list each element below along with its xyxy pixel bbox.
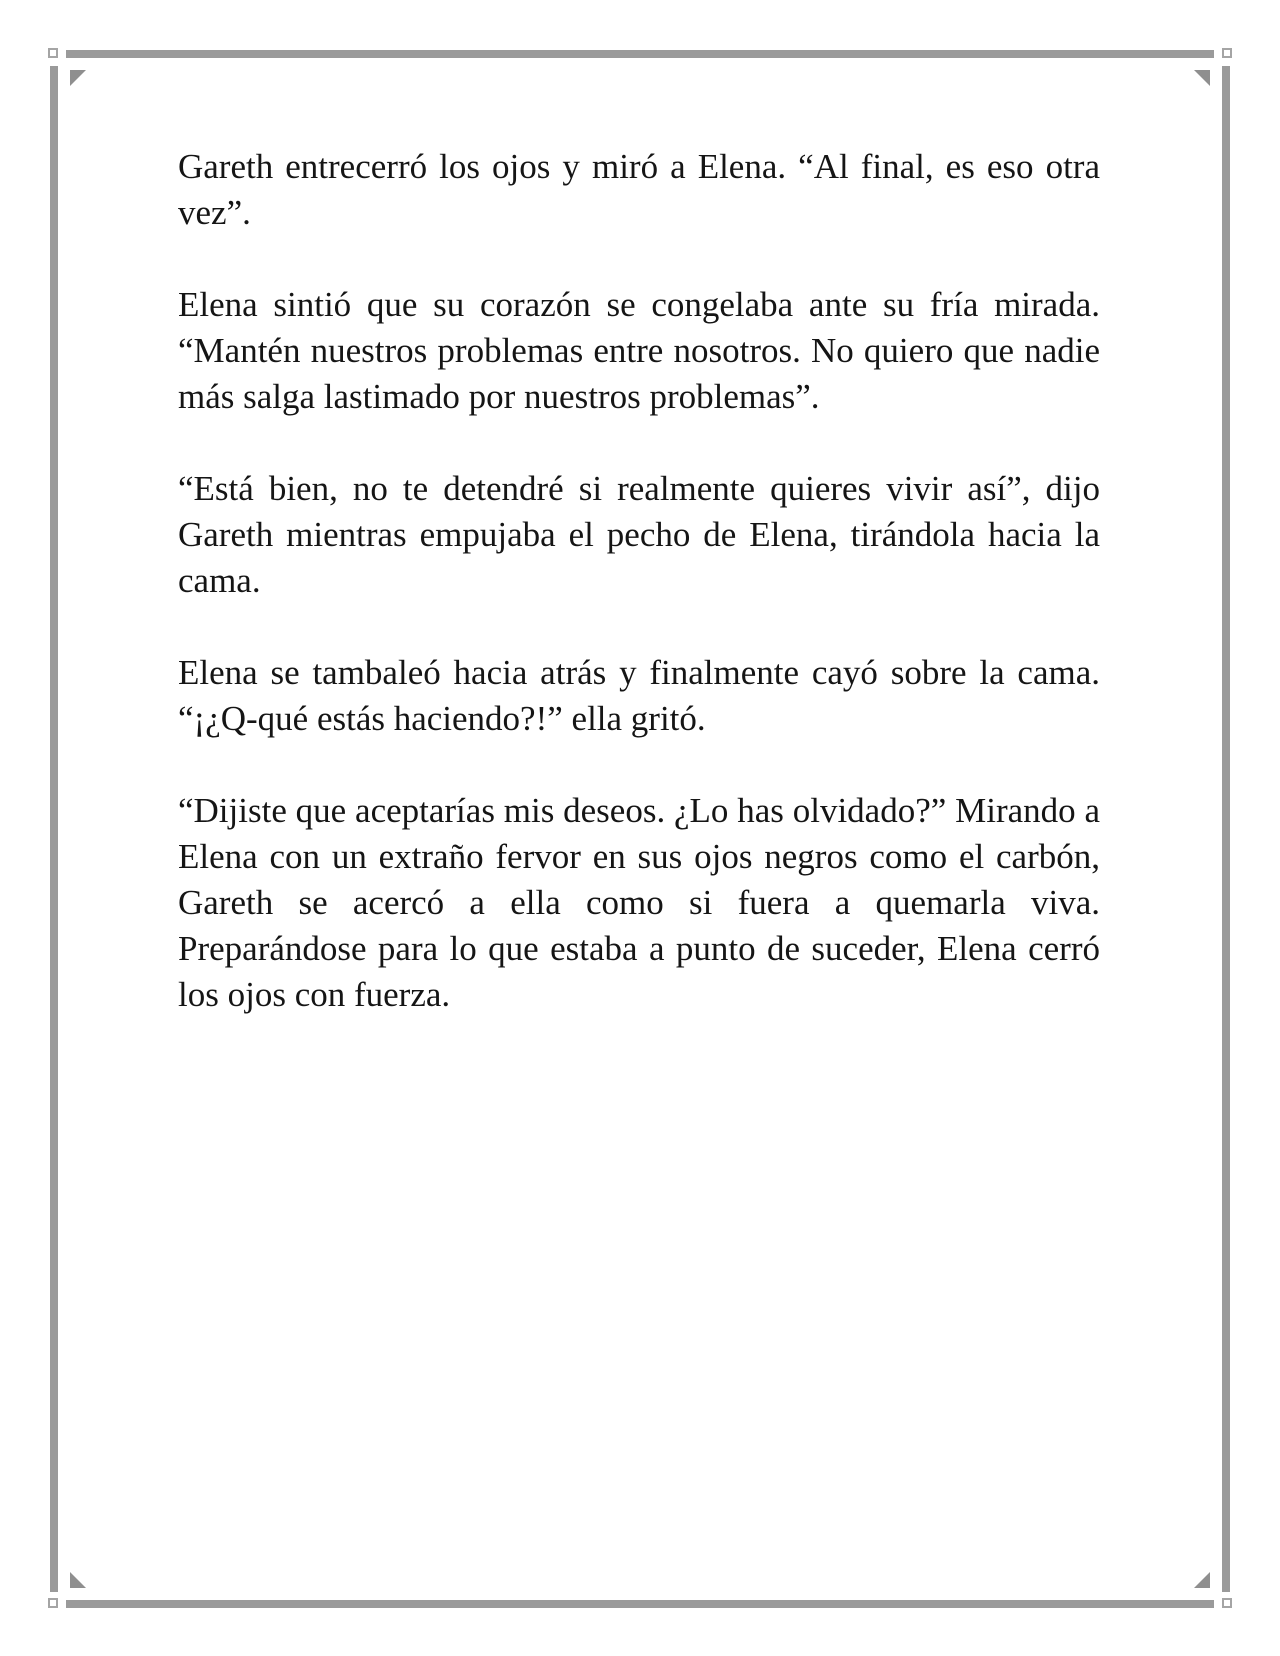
paragraph-5: “Dijiste que aceptarías mis deseos. ¿Lo has olvidado?” Mirando a Elena con un extraño fervor en sus ojos negros como el carbón, Gareth se acercó a ella como si fuera a quemarla viva. Preparándose para lo que estaba a punto de suceder, Elena cerró los ojos con fuerza. [178, 791, 1100, 1014]
frame-top-border [66, 50, 1214, 58]
paragraph-2: Elena sintió que su corazón se congelaba ante su fría mirada. “Mantén nuestros problemas entre nosotros. No quiero que nadie más salga lastimado por nuestros problemas”. [178, 285, 1100, 416]
paragraph-1: Gareth entrecerró los ojos y miró a Elena. “Al final, es eso otra vez”. [178, 147, 1100, 232]
corner-ornament-top-left [48, 48, 58, 58]
paragraph-4: Elena se tambaleó hacia atrás y finalmente cayó sobre la cama. “¡¿Q-qué estás haciendo?!” ella gritó. [178, 653, 1100, 738]
corner-triangle-top-right [1194, 70, 1210, 86]
paragraph-3: “Está bien, no te detendré si realmente quieres vivir así”, dijo Gareth mientras empujaba el pecho de Elena, tirándola hacia la cama. [178, 469, 1100, 600]
corner-ornament-bottom-right [1222, 1598, 1232, 1608]
corner-triangle-top-left [70, 70, 86, 86]
corner-triangle-bottom-right [1194, 1572, 1210, 1588]
corner-ornament-top-right [1222, 48, 1232, 58]
corner-triangle-bottom-left [70, 1572, 86, 1588]
frame-right-border [1222, 66, 1230, 1592]
frame-left-border [50, 66, 58, 1592]
frame-bottom-border [66, 1600, 1214, 1608]
page-body-text [178, 144, 1100, 1064]
corner-ornament-bottom-left [48, 1598, 58, 1608]
